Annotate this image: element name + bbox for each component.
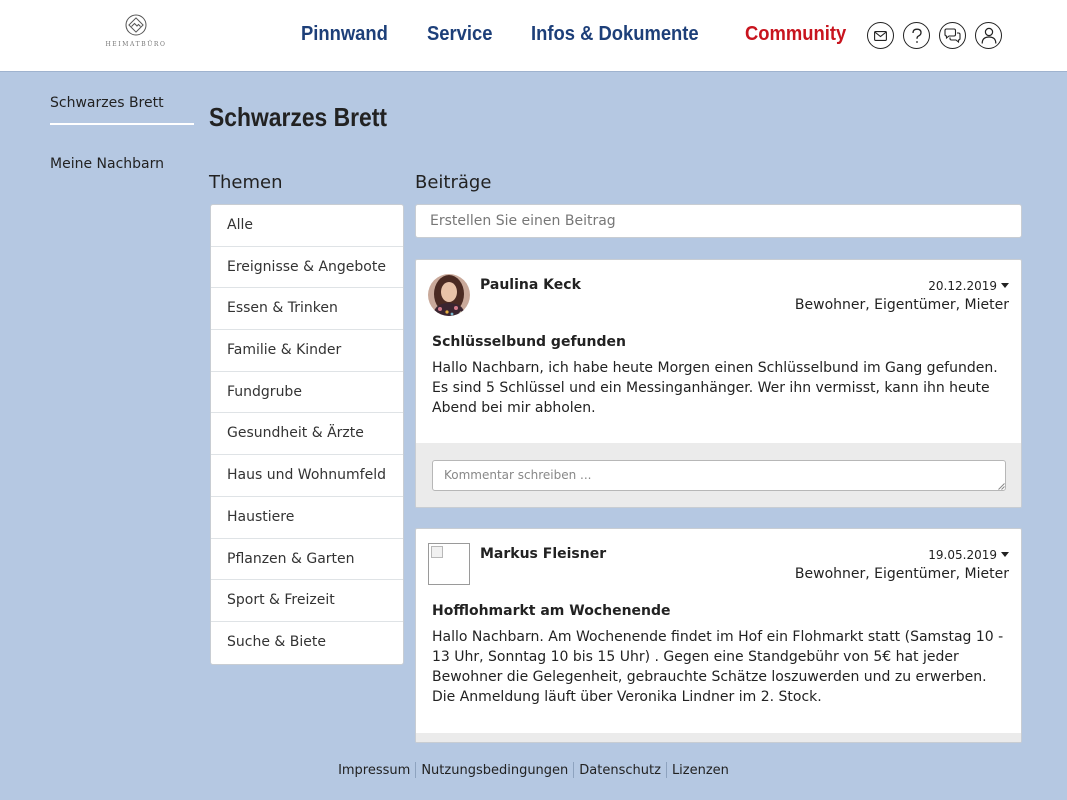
themen-item-haus-wohnumfeld[interactable]: Haus und Wohnumfeld <box>211 455 403 497</box>
post-audience: Bewohner, Eigentümer, Mieter <box>794 297 1009 313</box>
post-body: Hallo Nachbarn, ich habe heute Morgen einen Schlüsselbund im Gang gefunden. Es sind 5 Schlüssel und ein Messinganhänger. Wer ihn vermisst, kann ihn heute Abend bei mir abholen. <box>432 360 998 416</box>
header-icon-group <box>867 22 1011 49</box>
heimatbuero-logo[interactable] <box>100 14 172 48</box>
themen-item-ereignisse-angebote[interactable]: Ereignisse & Angebote <box>211 247 403 289</box>
user-icon[interactable] <box>975 22 1002 49</box>
themen-item-alle[interactable]: Alle <box>211 205 403 247</box>
comment-section <box>416 443 1022 508</box>
footer-link-nutzungsbedingungen[interactable]: Nutzungsbedingungen <box>421 762 569 778</box>
post-date <box>928 548 1009 562</box>
post-card <box>415 528 1022 743</box>
post-audience: Bewohner, Eigentümer, Mieter <box>794 566 1009 582</box>
post-author[interactable]: Markus Fleisner <box>480 546 607 562</box>
post-date-text: 19.05.2019 <box>928 548 997 562</box>
sidebar-item-schwarzes-brett[interactable]: Schwarzes Brett <box>50 95 194 125</box>
themen-list <box>210 204 404 665</box>
page-title: Schwarzes Brett <box>209 102 388 132</box>
logo-diamond-icon <box>125 14 147 36</box>
beitraege-heading: Beiträge <box>415 172 492 193</box>
chat-icon[interactable] <box>939 22 966 49</box>
nav-infos-dokumente[interactable]: Infos & Dokumente <box>530 23 699 45</box>
post-options-caret-icon[interactable] <box>1001 283 1009 288</box>
themen-item-haustiere[interactable]: Haustiere <box>211 497 403 539</box>
footer-link-lizenzen[interactable]: Lizenzen <box>671 762 729 778</box>
post-body: Hallo Nachbarn. Am Wochenende findet im Hof ein Flohmarkt statt (Samstag 10 - 13 Uhr, Sonntag 10 bis 15 Uhr) . Gegen eine Standgebühr von 5€ hat jeder Bewohner die Gelegenheit, gebrauchte Schätze loszuwerden und zu erwerben. Die Anmeldung läuft über Veronika Lindner im 2. Stock. <box>432 629 1004 705</box>
themen-item-familie-kinder[interactable]: Familie & Kinder <box>211 330 403 372</box>
post-card <box>415 259 1022 508</box>
post-options-caret-icon[interactable] <box>1001 552 1009 557</box>
themen-item-gesundheit-aerzte[interactable]: Gesundheit & Ärzte <box>211 413 403 455</box>
themen-item-pflanzen-garten[interactable]: Pflanzen & Garten <box>211 539 403 581</box>
themen-item-suche-biete[interactable]: Suche & Biete <box>227 633 326 650</box>
author-avatar[interactable] <box>428 274 470 316</box>
create-post-input[interactable]: Erstellen Sie einen Beitrag <box>415 204 1022 238</box>
resize-grip-icon[interactable] <box>998 483 1005 490</box>
themen-item-essen-trinken[interactable]: Essen & Trinken <box>211 288 403 330</box>
post-title: Hofflohmarkt am Wochenende <box>432 603 671 619</box>
themen-item-sport-freizeit[interactable]: Sport & Freizeit <box>211 580 403 622</box>
footer-link-impressum[interactable]: Impressum <box>338 762 411 778</box>
sidebar-item-meine-nachbarn[interactable]: Meine Nachbarn <box>50 156 164 172</box>
comment-section <box>416 733 1022 743</box>
nav-service[interactable]: Service <box>427 23 493 45</box>
post-date <box>928 279 1009 293</box>
themen-item-fundgrube[interactable]: Fundgrube <box>211 372 403 414</box>
footer-link-datenschutz[interactable]: Datenschutz <box>579 762 661 778</box>
nav-pinnwand[interactable]: Pinnwand <box>301 23 388 45</box>
post-author[interactable]: Paulina Keck <box>480 277 581 293</box>
themen-heading: Themen <box>209 172 283 193</box>
help-icon[interactable] <box>903 22 930 49</box>
post-date-text: 20.12.2019 <box>928 279 997 293</box>
top-header <box>0 0 1067 72</box>
nav-community[interactable]: Community <box>744 23 847 45</box>
author-avatar-broken-image-icon[interactable] <box>428 543 470 585</box>
comment-input[interactable]: Kommentar schreiben ... <box>432 460 1006 491</box>
footer <box>0 762 1067 778</box>
mail-icon[interactable] <box>867 22 894 49</box>
logo-text: HEIMATBÜRO <box>105 41 167 48</box>
main-nav <box>301 23 887 46</box>
post-title: Schlüsselbund gefunden <box>432 334 626 350</box>
